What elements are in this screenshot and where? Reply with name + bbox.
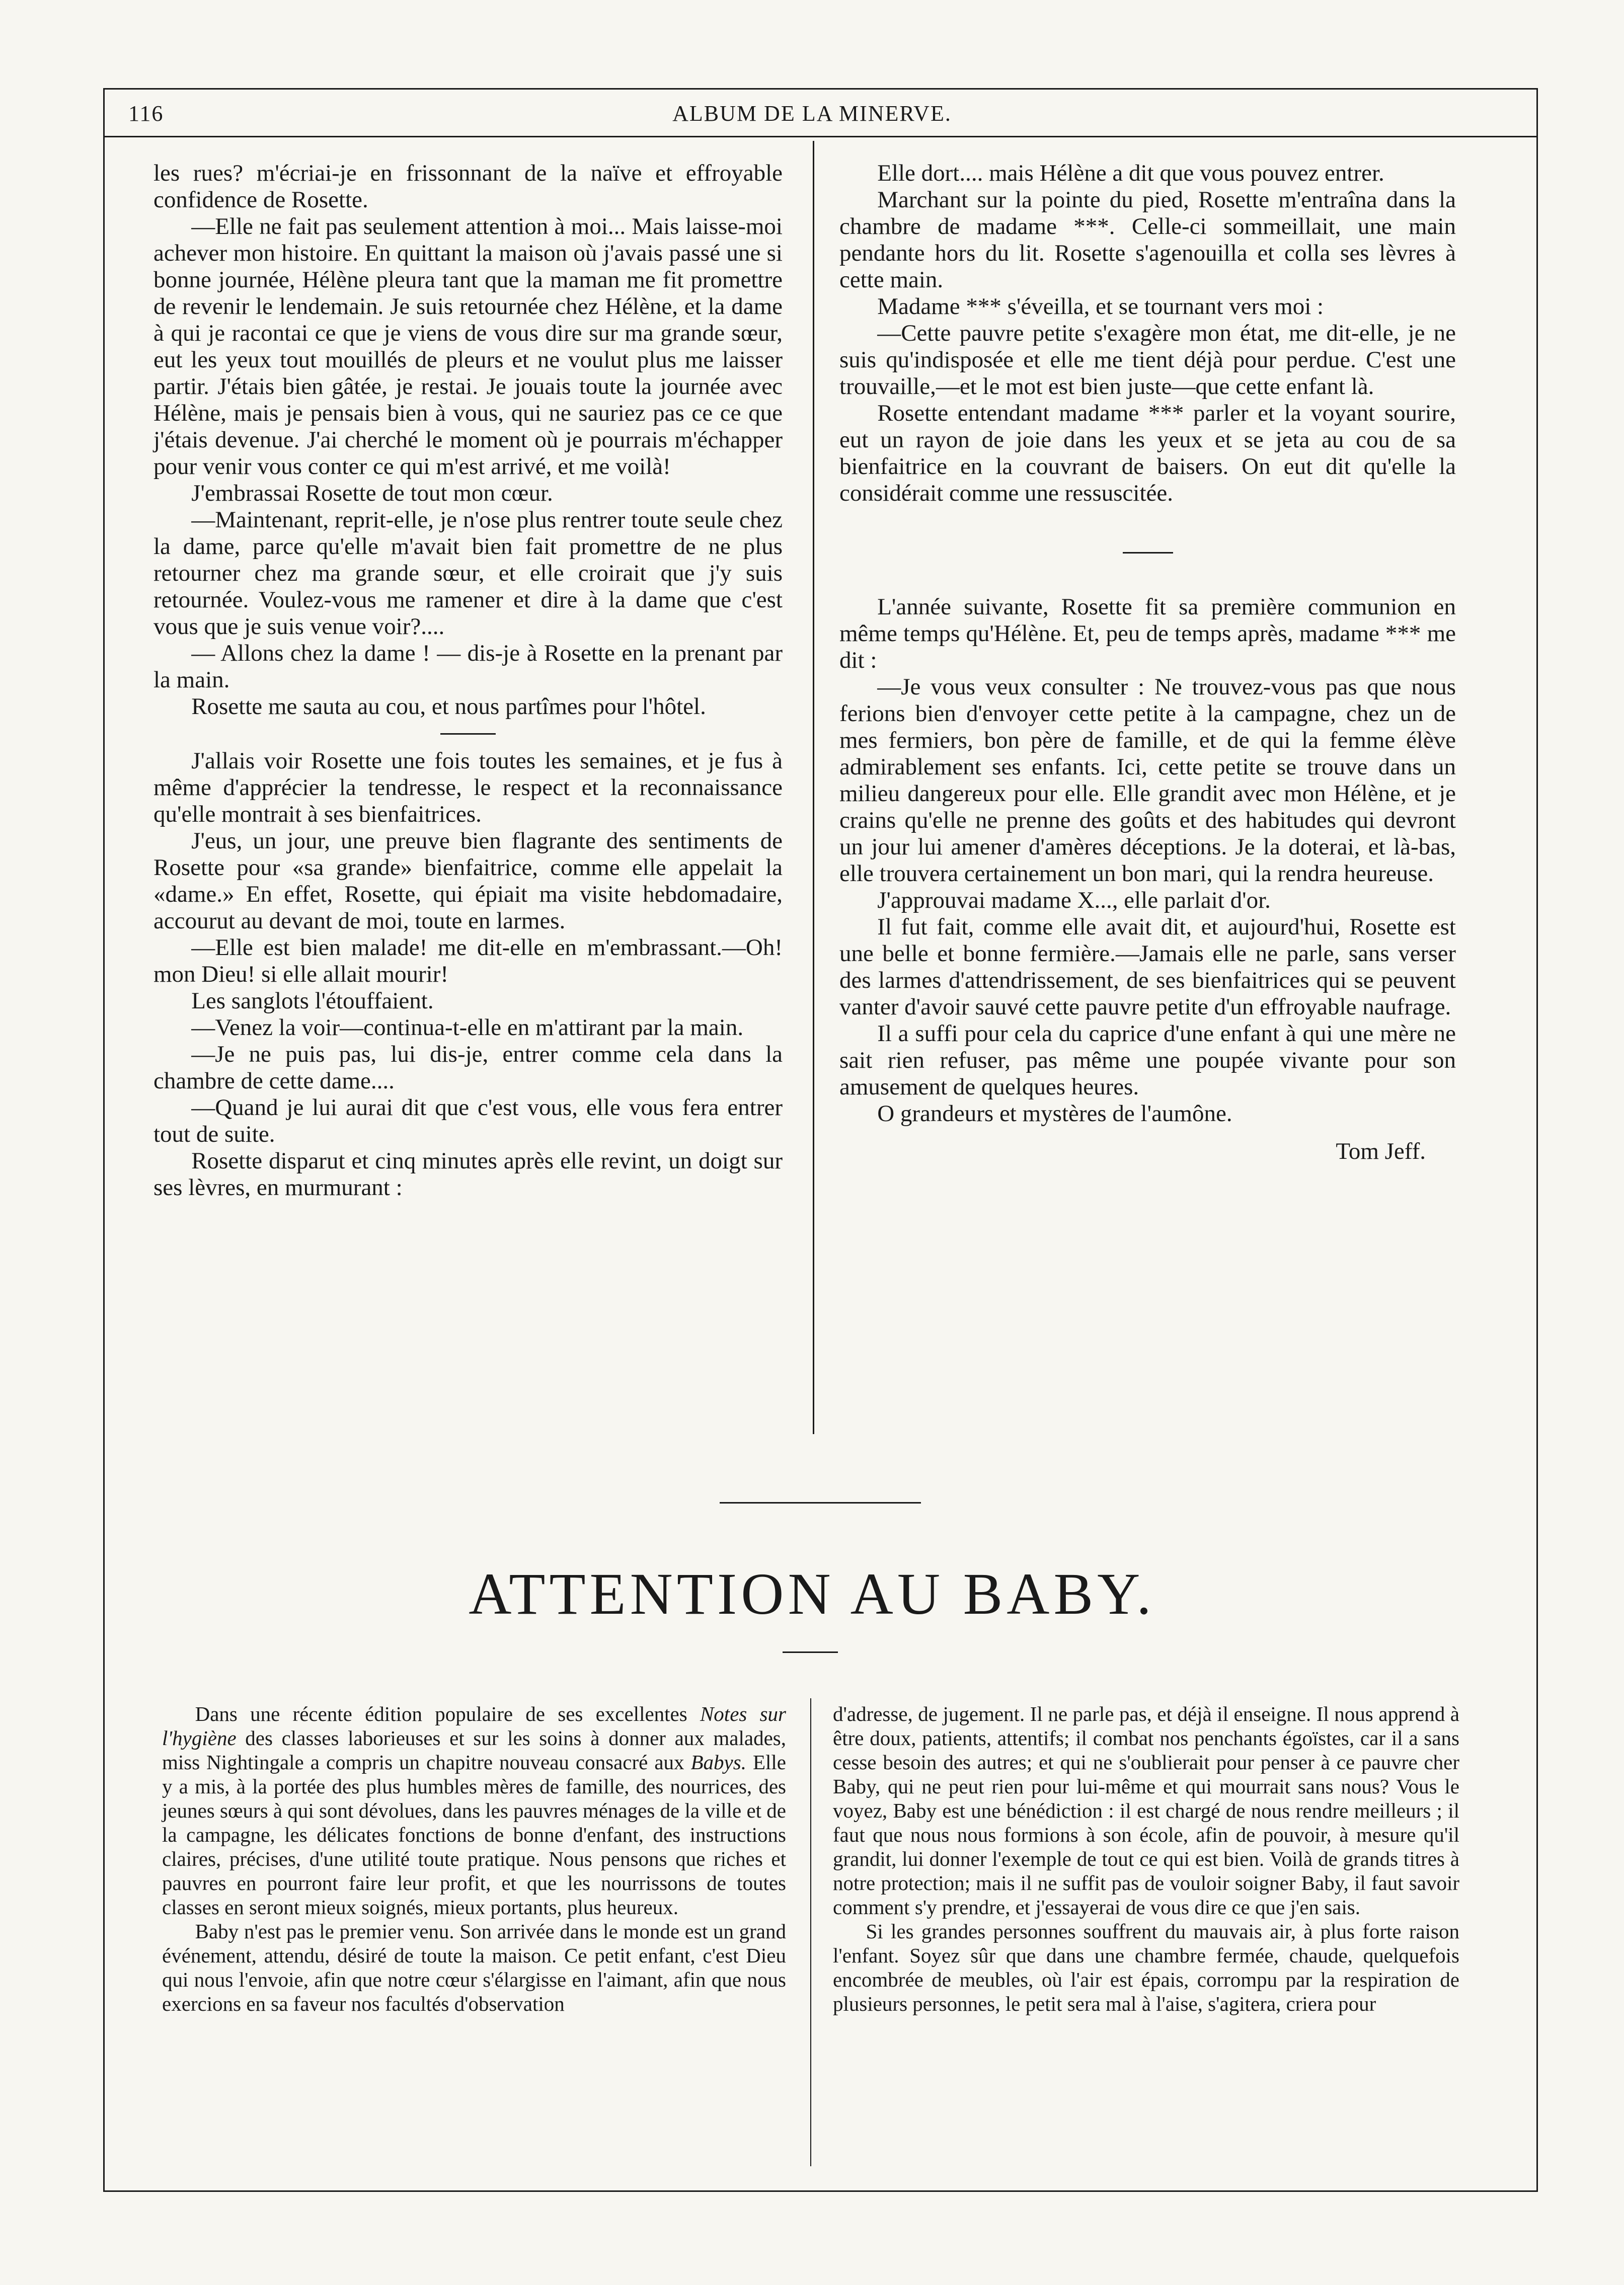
page-frame-bottom [103,2190,1538,2192]
section-divider [440,733,496,735]
article-left-column [162,1702,786,2016]
article-column-divider [810,1698,811,2166]
article-title: ATTENTION AU BABY. [469,1561,1155,1627]
story-right-column [839,160,1456,1165]
page-frame-left [103,88,105,2191]
story-paragraph: Rosette me sauta au cou, et nous partîmes pour l'hôtel. [191,693,706,720]
story-paragraph: —Maintenant, reprit-elle, je n'ose plus rentrer toute seule chez la dame, parce qu'elle m'avait bien fait promettre de ne plus retourner chez ma grande sœur, et elle croirait que j'y suis retournée. Voulez-vous me ramener et dire à la dame que c'est vous que je suis venue voir?.... [153,507,783,640]
story-paragraph: les rues? m'écriai-je en frissonnant de la naïve et effroyable confidence de Rosette. [153,160,783,213]
article-paragraph: Dans une récente édition populaire de ses excellentes Notes sur l'hygiène des classes laborieuses et sur les soins à donner aux malades, miss Nightingale a compris un chapitre nouveau consacré aux Babys. Elle y a mis, à la portée des plus humbles mères de famille, des nourrices, des jeunes sœurs à qui sont dévolues, dans les pauvres ménages de la ville et de la campagne, les délicates fonctions de bonne d'enfant, des instructions claires, précises, d'une utilité toute pratique. Nous pensons que riches et pauvres en pourront faire leur profit, et que les nourrissons de toutes classes en seront mieux soignés, mieux portants, plus heureux. [162,1702,786,1919]
story-paragraph: —Je ne puis pas, lui dis-je, entrer comme cela dans la chambre de cette dame.... [153,1041,783,1094]
article-paragraph: Baby n'est pas le premier venu. Son arrivée dans le monde est un grand événement, attendu, désiré de toute la maison. Ce petit enfant, c'est Dieu qui nous l'envoie, afin que notre cœur s'élargisse en l'aimant, afin que nous exercions en sa faveur nos facultés d'observation [162,1920,786,2015]
story-left-column [153,160,783,1201]
story-paragraph: Les sanglots l'étouffaient. [191,988,434,1014]
page-number: 116 [128,101,164,126]
story-paragraph: J'embrassai Rosette de tout mon cœur. [191,480,553,506]
story-paragraph: Il fut fait, comme elle avait dit, et aujourd'hui, Rosette est une belle et bonne fermière.—Jamais elle ne parle, sans verser des larmes d'attendrissement, de ses bienfaitrices qui se peuvent vanter d'avoir sauvé cette pauvre petite d'un effroyable naufrage. [839,914,1456,1020]
story-paragraph: —Elle ne fait pas seulement attention à moi... Mais laisse-moi achever mon histoire. En quittant la maison où j'avais passé une si bonne journée, Hélène pleura tant que la maman me fit promettre de revenir le lendemain. Je suis retournée chez Hélène, et la dame à qui je racontai ce que je viens de vous dire sur ma grande sœur, eut les yeux tout mouillés de pleurs et ne voulut plus me laisser partir. J'étais bien gâtée, je restai. Je jouais toute la journée avec Hélène, mais je pensais bien à vous, qui ne sauriez pas ce ce que j'étais devenue. J'ai cherché le moment où je pourrais m'échapper pour venir vous conter ce qui m'est arrivé, et me voilà! [153,213,783,480]
story-paragraph: J'approuvai madame X..., elle parlait d'or. [877,887,1271,913]
italic-babys: Babys. [690,1751,746,1774]
story-paragraph: —Quand je lui aurai dit que c'est vous, elle vous fera entrer tout de suite. [153,1094,783,1147]
story-paragraph: — Allons chez la dame ! — dis-je à Rosette en la prenant par la main. [153,640,783,693]
story-paragraph: Madame *** s'éveilla, et se tournant vers moi : [877,293,1324,320]
page-frame-top [103,88,1538,90]
section-divider [1123,552,1173,554]
italic-title-notes: Notes sur l'hygiène [162,1702,786,1750]
title-top-rule [720,1502,921,1504]
story-paragraph: L'année suivante, Rosette fit sa première communion en même temps qu'Hélène. Et, peu de temps après, madame *** me dit : [839,594,1456,673]
story-paragraph: J'eus, un jour, une preuve bien flagrante des sentiments de Rosette pour «sa grande» bienfaitrice, comme elle appelait la «dame.» En effet, Rosette, qui épiait ma visite hebdomadaire, accourut au devant de moi, toute en larmes. [153,828,783,934]
article-paragraph: Si les grandes personnes souffrent du mauvais air, à plus forte raison l'enfant. Soyez sûr que dans une chambre fermée, chaude, quelquefois encombrée de meubles, où l'air est épais, corrompu par la respiration de plusieurs personnes, le petit sera mal à l'aise, s'agitera, criera pour [833,1920,1459,2015]
story-paragraph: —Venez la voir—continua-t-elle en m'attirant par la main. [191,1014,744,1041]
story-paragraph: O grandeurs et mystères de l'aumône. [877,1100,1232,1127]
story-paragraph: Elle dort.... mais Hélène a dit que vous pouvez entrer. [877,160,1384,186]
story-signature: Tom Jeff. [1336,1138,1426,1164]
story-paragraph: Rosette entendant madame *** parler et la voyant sourire, eut un rayon de joie dans les yeux et se jeta au cou de sa bienfaitrice en la couvrant de baisers. On eut dit qu'elle la considérait comme une ressuscitée. [839,400,1456,506]
title-bottom-rule [783,1651,838,1653]
running-title: ALBUM DE LA MINERVE. [672,101,952,126]
page-frame-right [1536,88,1538,2191]
story-paragraph: —Je vous veux consulter : Ne trouvez-vous pas que nous ferions bien d'envoyer cette petite à la campagne, chez un de mes fermiers, bon père de famille, et de qui la femme élève admirablement ses enfants. Ici, cette petite se trouve dans un milieu dangereux pour elle. Elle grandit avec mon Hélène, et je crains qu'elle ne prenne des goûts et des habitudes qui devront un jour lui amener d'amères déceptions. Je la doterai, et là-bas, elle trouvera certainement un bon mari, qui la rendra heureuse. [839,674,1456,887]
story-column-divider [813,141,814,1434]
header-rule [103,136,1538,137]
story-paragraph: —Elle est bien malade! me dit-elle en m'embrassant.—Oh! mon Dieu! si elle allait mourir! [153,934,783,987]
story-paragraph: Marchant sur la pointe du pied, Rosette m'entraîna dans la chambre de madame ***. Celle-ci sommeillait, une main pendante hors du lit. Rosette s'agenouilla et colla ses lèvres à cette main. [839,187,1456,293]
article-paragraph: d'adresse, de jugement. Il ne parle pas, et déjà il enseigne. Il nous apprend à être doux, patients, attentifs; il combat nos penchants égoïstes, car il a sans cesse besoin des autres; et qui ne s'oublierait pour penser à ce pauvre cher Baby, qui ne peut rien pour lui-même et qui mourrait sans nous? Vous le voyez, Baby est une bénédiction : il est chargé de nous rendre meilleurs ; il faut que nous nous formions à son école, afin de pouvoir, à mesure qu'il grandit, lui donner l'exemple de tout ce qui est bien. Voilà de grands titres à notre protection; mais il ne suffit pas de vouloir soigner Baby, il faut savoir comment s'y prendre, et j'essayerai de vous dire ce que j'en sais. [833,1702,1459,1919]
story-paragraph: —Cette pauvre petite s'exagère mon état, me dit-elle, je ne suis qu'indisposée et elle me tient déjà pour perdue. C'est une trouvaille,—et le mot est bien juste—que cette enfant là. [839,320,1456,400]
story-paragraph: J'allais voir Rosette une fois toutes les semaines, et je fus à même d'apprécier la tendresse, le respect et la reconnaissance qu'elle montrait à ses bienfaitrices. [153,748,783,827]
article-right-column [833,1702,1459,2016]
story-paragraph: Rosette disparut et cinq minutes après elle revint, un doigt sur ses lèvres, en murmurant : [153,1148,783,1201]
story-paragraph: Il a suffi pour cela du caprice d'une enfant à qui une mère ne sait rien refuser, pas même une poupée vivante pour son amusement de quelques heures. [839,1020,1456,1100]
